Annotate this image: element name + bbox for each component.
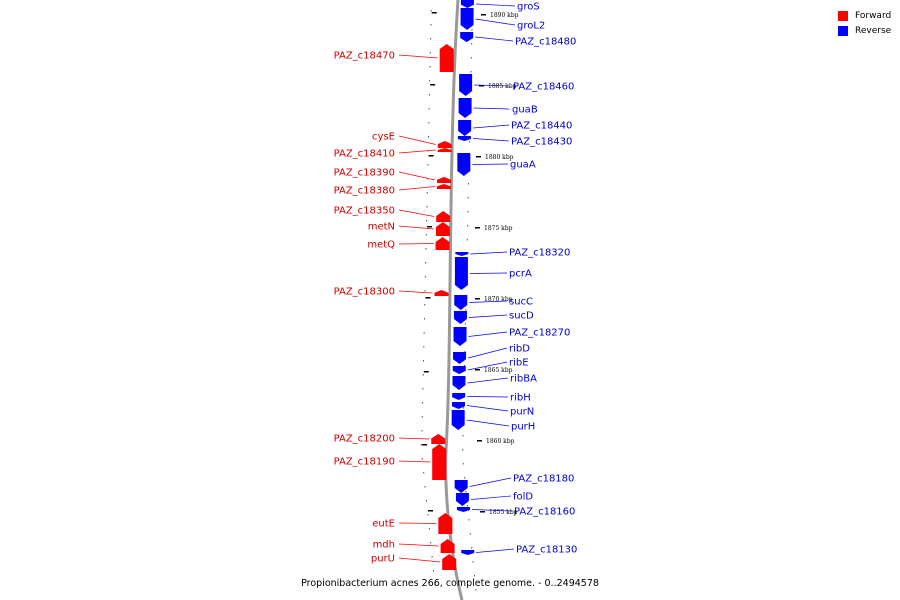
minor-tick xyxy=(425,290,426,292)
gene-leader-line xyxy=(476,549,514,553)
gene-label[interactable]: guaB xyxy=(512,104,538,116)
forward-genes xyxy=(334,44,457,570)
legend-item-reverse xyxy=(838,23,891,38)
reverse-gene-shape[interactable] xyxy=(454,295,467,310)
gene-leader-line xyxy=(399,150,436,153)
minor-tick xyxy=(423,472,424,474)
gene-PAZ_c18380[interactable] xyxy=(334,184,451,197)
minor-tick xyxy=(428,136,429,138)
reverse-gene-shape[interactable] xyxy=(453,352,466,364)
gene-leader-line xyxy=(467,406,508,412)
gene-leader-line xyxy=(473,125,509,128)
minor-tick xyxy=(430,38,431,40)
gene-label[interactable]: PAZ_c18460 xyxy=(513,81,575,93)
gene-label[interactable]: PAZ_c18300 xyxy=(333,286,395,298)
gene-label[interactable]: pcrA xyxy=(509,268,532,280)
gene-pcrA[interactable] xyxy=(455,257,532,290)
gene-label[interactable]: metN xyxy=(367,221,395,233)
minor-tick xyxy=(471,43,472,45)
scale-tick xyxy=(422,444,427,446)
reverse-gene-shape[interactable] xyxy=(459,98,472,118)
genome-caption: Propionibacterium acnes 266, complete genome. - 0..2494578 xyxy=(301,578,599,589)
minor-tick xyxy=(424,332,425,334)
scale-tick xyxy=(477,440,482,442)
gene-PAZ_c18200[interactable] xyxy=(334,434,446,445)
scale-label: 1890 kbp xyxy=(490,12,519,19)
gene-label[interactable]: PAZ_c18180 xyxy=(513,473,575,485)
gene-label[interactable]: folD xyxy=(513,491,534,503)
minor-tick xyxy=(425,486,426,488)
minor-tick xyxy=(429,94,430,96)
gene-label[interactable]: PAZ_c18440 xyxy=(511,120,573,132)
minor-tick xyxy=(428,122,429,124)
scale-label: 1865 kbp xyxy=(484,367,513,374)
forward-gene-shape[interactable] xyxy=(437,177,451,183)
gene-leader-line xyxy=(399,210,434,217)
reverse-gene-shape[interactable] xyxy=(458,136,471,141)
reverse-gene-shape[interactable] xyxy=(454,311,467,324)
gene-metQ[interactable] xyxy=(367,237,449,251)
scale-tick xyxy=(430,84,435,86)
gene-label[interactable]: sucD xyxy=(509,310,534,322)
gene-PAZ_c18300[interactable] xyxy=(334,287,449,298)
gene-ribBA[interactable] xyxy=(452,374,537,391)
reverse-gene-shape[interactable] xyxy=(459,74,472,96)
reverse-gene-shape[interactable] xyxy=(452,393,465,400)
reverse-gene-shape[interactable] xyxy=(452,402,465,409)
scale-tick xyxy=(429,155,434,157)
gene-label[interactable]: ribBA xyxy=(510,373,537,385)
gene-label[interactable]: PAZ_c18190 xyxy=(333,456,395,468)
scale-tick xyxy=(425,297,430,299)
minor-tick xyxy=(465,323,466,325)
minor-tick xyxy=(429,108,430,110)
minor-tick xyxy=(462,435,463,437)
minor-tick xyxy=(467,239,468,241)
minor-tick xyxy=(423,374,424,376)
forward-gene-shape[interactable] xyxy=(436,211,450,222)
minor-tick xyxy=(430,66,431,68)
reverse-gene-shape[interactable] xyxy=(455,252,468,256)
minor-tick xyxy=(426,220,427,222)
minor-tick xyxy=(471,57,472,59)
gene-label[interactable]: ribE xyxy=(509,357,529,369)
minor-tick xyxy=(427,164,428,166)
scale-label: 1875 kbp xyxy=(484,225,513,232)
minor-tick xyxy=(424,318,425,320)
minor-tick xyxy=(462,449,463,451)
minor-tick xyxy=(463,407,464,409)
scale-label: 1885 kbp xyxy=(488,83,517,90)
forward-gene-shape[interactable] xyxy=(437,184,451,189)
gene-sucD[interactable] xyxy=(454,311,534,325)
gene-PAZ_c18430[interactable] xyxy=(458,136,572,148)
gene-leader-line xyxy=(470,252,507,254)
gene-leader-line xyxy=(470,273,507,274)
minor-tick xyxy=(469,141,470,143)
gene-leader-line xyxy=(399,544,439,546)
minor-tick xyxy=(424,304,425,306)
minor-tick xyxy=(421,430,422,432)
reverse-gene-shape[interactable] xyxy=(461,8,474,30)
forward-gene-shape[interactable] xyxy=(432,444,446,480)
scale-label: 1870 kbp xyxy=(484,296,513,303)
gene-leader-line xyxy=(399,461,430,462)
minor-tick xyxy=(422,402,423,404)
reverse-gene-shape[interactable] xyxy=(456,493,469,506)
minor-tick xyxy=(471,29,472,31)
scale-tick xyxy=(428,510,433,512)
forward-gene-shape[interactable] xyxy=(438,148,452,152)
gene-PAZ_c18130[interactable] xyxy=(461,545,577,556)
gene-PAZ_c18460[interactable] xyxy=(459,74,574,96)
reverse-gene-shape[interactable] xyxy=(452,376,465,390)
minor-tick xyxy=(426,500,427,502)
gene-leader-line xyxy=(471,496,511,500)
reverse-gene-shape[interactable] xyxy=(457,507,470,512)
minor-tick xyxy=(474,575,475,577)
minor-tick xyxy=(468,519,469,521)
gene-label[interactable]: PAZ_c18430 xyxy=(511,136,573,148)
gene-label[interactable]: PAZ_c18350 xyxy=(333,205,395,217)
gene-label[interactable]: groL2 xyxy=(517,20,546,32)
minor-tick xyxy=(425,248,426,250)
gene-leader-line xyxy=(475,37,513,41)
minor-tick xyxy=(470,533,471,535)
minor-tick xyxy=(475,589,476,591)
gene-mdh[interactable] xyxy=(373,539,455,553)
gene-PAZ_c18390[interactable] xyxy=(334,168,451,184)
scale-label: 1855 kbp xyxy=(489,509,518,516)
gene-PAZ_c18440[interactable] xyxy=(458,120,572,136)
forward-gene-shape[interactable] xyxy=(438,141,452,148)
minor-tick xyxy=(433,570,434,572)
minor-tick xyxy=(465,309,466,311)
gene-label[interactable]: purH xyxy=(511,421,536,433)
minor-tick xyxy=(429,528,430,530)
gene-leader-line xyxy=(468,348,507,358)
minor-tick xyxy=(423,360,424,362)
gene-PAZ_c18180[interactable] xyxy=(455,474,575,494)
reverse-gene-shape[interactable] xyxy=(458,120,471,136)
gene-metN[interactable] xyxy=(368,222,450,237)
minor-tick xyxy=(467,211,468,213)
gene-leader-line xyxy=(399,136,436,145)
scale-tick xyxy=(475,298,480,300)
scale-tick xyxy=(481,14,486,16)
scale-tick xyxy=(475,369,480,371)
gene-label[interactable]: PAZ_c18160 xyxy=(514,506,576,518)
minor-tick xyxy=(467,505,468,507)
scale-tick xyxy=(476,156,481,158)
gene-leader-line xyxy=(399,244,434,245)
gene-leader-line xyxy=(399,523,436,524)
forward-gene-shape[interactable] xyxy=(438,513,452,534)
gene-leader-line xyxy=(399,438,429,439)
scale-tick xyxy=(427,226,432,228)
gene-label[interactable]: cysE xyxy=(372,131,395,143)
legend-label-forward: Forward xyxy=(855,10,892,21)
gene-leader-line xyxy=(469,332,507,337)
gene-leader-line xyxy=(476,19,515,25)
minor-tick xyxy=(426,206,427,208)
gene-leader-line xyxy=(472,164,508,165)
minor-tick xyxy=(422,458,423,460)
gene-cysE[interactable] xyxy=(372,132,452,149)
minor-tick xyxy=(431,10,432,12)
reverse-gene-shape[interactable] xyxy=(461,0,474,8)
gene-leader-line xyxy=(474,108,510,109)
minor-tick xyxy=(427,514,428,516)
minor-tick xyxy=(463,463,464,465)
gene-purU[interactable] xyxy=(371,554,456,571)
reverse-gene-shape[interactable] xyxy=(461,550,474,555)
minor-tick xyxy=(430,542,431,544)
gene-label[interactable]: purN xyxy=(510,406,535,418)
forward-swatch xyxy=(838,11,848,21)
forward-gene-shape[interactable] xyxy=(440,44,454,72)
scale-tick xyxy=(480,511,485,513)
gene-leader-line xyxy=(470,478,511,487)
gene-leader-line xyxy=(476,4,515,6)
gene-leader-line xyxy=(469,315,507,318)
gene-label[interactable]: PAZ_c18130 xyxy=(516,544,578,556)
gene-PAZ_c18470[interactable] xyxy=(334,44,454,72)
scale-tick xyxy=(432,12,437,14)
gene-leader-line xyxy=(467,420,509,426)
reverse-swatch xyxy=(838,26,848,36)
reverse-gene-shape[interactable] xyxy=(460,32,473,42)
gene-label[interactable]: ribH xyxy=(510,392,531,404)
forward-gene-shape[interactable] xyxy=(436,237,450,250)
reverse-gene-shape[interactable] xyxy=(452,410,465,430)
minor-tick xyxy=(429,80,430,82)
minor-tick xyxy=(422,416,423,418)
gene-label[interactable]: metQ xyxy=(367,239,395,251)
gene-label[interactable]: PAZ_c18380 xyxy=(333,185,395,197)
forward-gene-shape[interactable] xyxy=(436,222,450,236)
scale-label: 1880 kbp xyxy=(485,154,514,161)
minor-tick xyxy=(464,477,465,479)
scale-tick xyxy=(424,371,429,373)
gene-label[interactable]: PAZ_c18470 xyxy=(333,50,395,62)
minor-tick xyxy=(466,491,467,493)
minor-tick xyxy=(422,388,423,390)
gene-ribH[interactable] xyxy=(452,393,531,404)
gene-label[interactable]: groS xyxy=(517,1,540,13)
reverse-gene-shape[interactable] xyxy=(455,257,468,290)
scale-tick xyxy=(475,227,480,229)
minor-tick xyxy=(430,52,431,54)
minor-tick xyxy=(421,444,422,446)
reverse-gene-shape[interactable] xyxy=(454,327,467,346)
gene-leader-line xyxy=(399,291,432,293)
gene-label[interactable]: purU xyxy=(370,553,395,565)
minor-tick xyxy=(468,197,469,199)
gene-leader-line xyxy=(473,139,509,142)
gene-label[interactable]: PAZ_c18200 xyxy=(333,433,395,445)
gene-leader-line xyxy=(399,558,440,562)
gene-label[interactable]: PAZ_c18320 xyxy=(509,247,571,259)
gene-label[interactable]: PAZ_c18480 xyxy=(515,36,577,48)
gene-label[interactable]: guaA xyxy=(510,159,536,171)
reverse-gene-shape[interactable] xyxy=(457,153,470,176)
minor-tick xyxy=(467,225,468,227)
gene-folD[interactable] xyxy=(456,492,533,507)
gene-leader-line xyxy=(467,378,508,383)
gene-leader-line xyxy=(399,55,438,58)
minor-tick xyxy=(423,346,424,348)
reverse-gene-shape[interactable] xyxy=(453,366,466,374)
gene-label[interactable]: eutE xyxy=(372,518,395,530)
gene-leader-line xyxy=(467,397,508,398)
gene-PAZ_c18320[interactable] xyxy=(455,248,570,259)
gene-label[interactable]: PAZ_c18390 xyxy=(333,167,395,179)
gene-leader-line xyxy=(399,187,435,191)
gene-PAZ_c18480[interactable] xyxy=(460,32,576,48)
minor-tick xyxy=(471,547,472,549)
scale-tick xyxy=(479,85,484,87)
gene-label[interactable]: PAZ_c18410 xyxy=(333,148,395,160)
gene-PAZ_c18190[interactable] xyxy=(334,444,447,480)
minor-tick xyxy=(473,561,474,563)
minor-tick xyxy=(425,262,426,264)
scale-label: 1860 kbp xyxy=(486,438,515,445)
legend-label-reverse: Reverse xyxy=(855,25,892,36)
minor-tick xyxy=(468,183,469,185)
minor-tick xyxy=(426,234,427,236)
minor-tick xyxy=(432,556,433,558)
minor-tick xyxy=(471,71,472,73)
forward-gene-shape[interactable] xyxy=(434,290,448,296)
minor-tick xyxy=(425,276,426,278)
minor-tick xyxy=(427,192,428,194)
gene-label[interactable]: ribD xyxy=(509,343,530,355)
gene-guaB[interactable] xyxy=(459,98,538,118)
gene-leader-line xyxy=(399,172,435,180)
gene-PAZ_c18350[interactable] xyxy=(334,206,451,223)
gene-eutE[interactable] xyxy=(372,513,452,534)
gene-label[interactable]: mdh xyxy=(372,539,395,551)
gene-label[interactable]: sucC xyxy=(509,296,534,308)
legend xyxy=(838,8,891,38)
minor-tick xyxy=(430,24,431,26)
gene-PAZ_c18410[interactable] xyxy=(334,148,452,160)
gene-label[interactable]: PAZ_c18270 xyxy=(509,327,571,339)
legend-item-forward xyxy=(838,8,891,23)
forward-gene-shape[interactable] xyxy=(431,434,445,444)
